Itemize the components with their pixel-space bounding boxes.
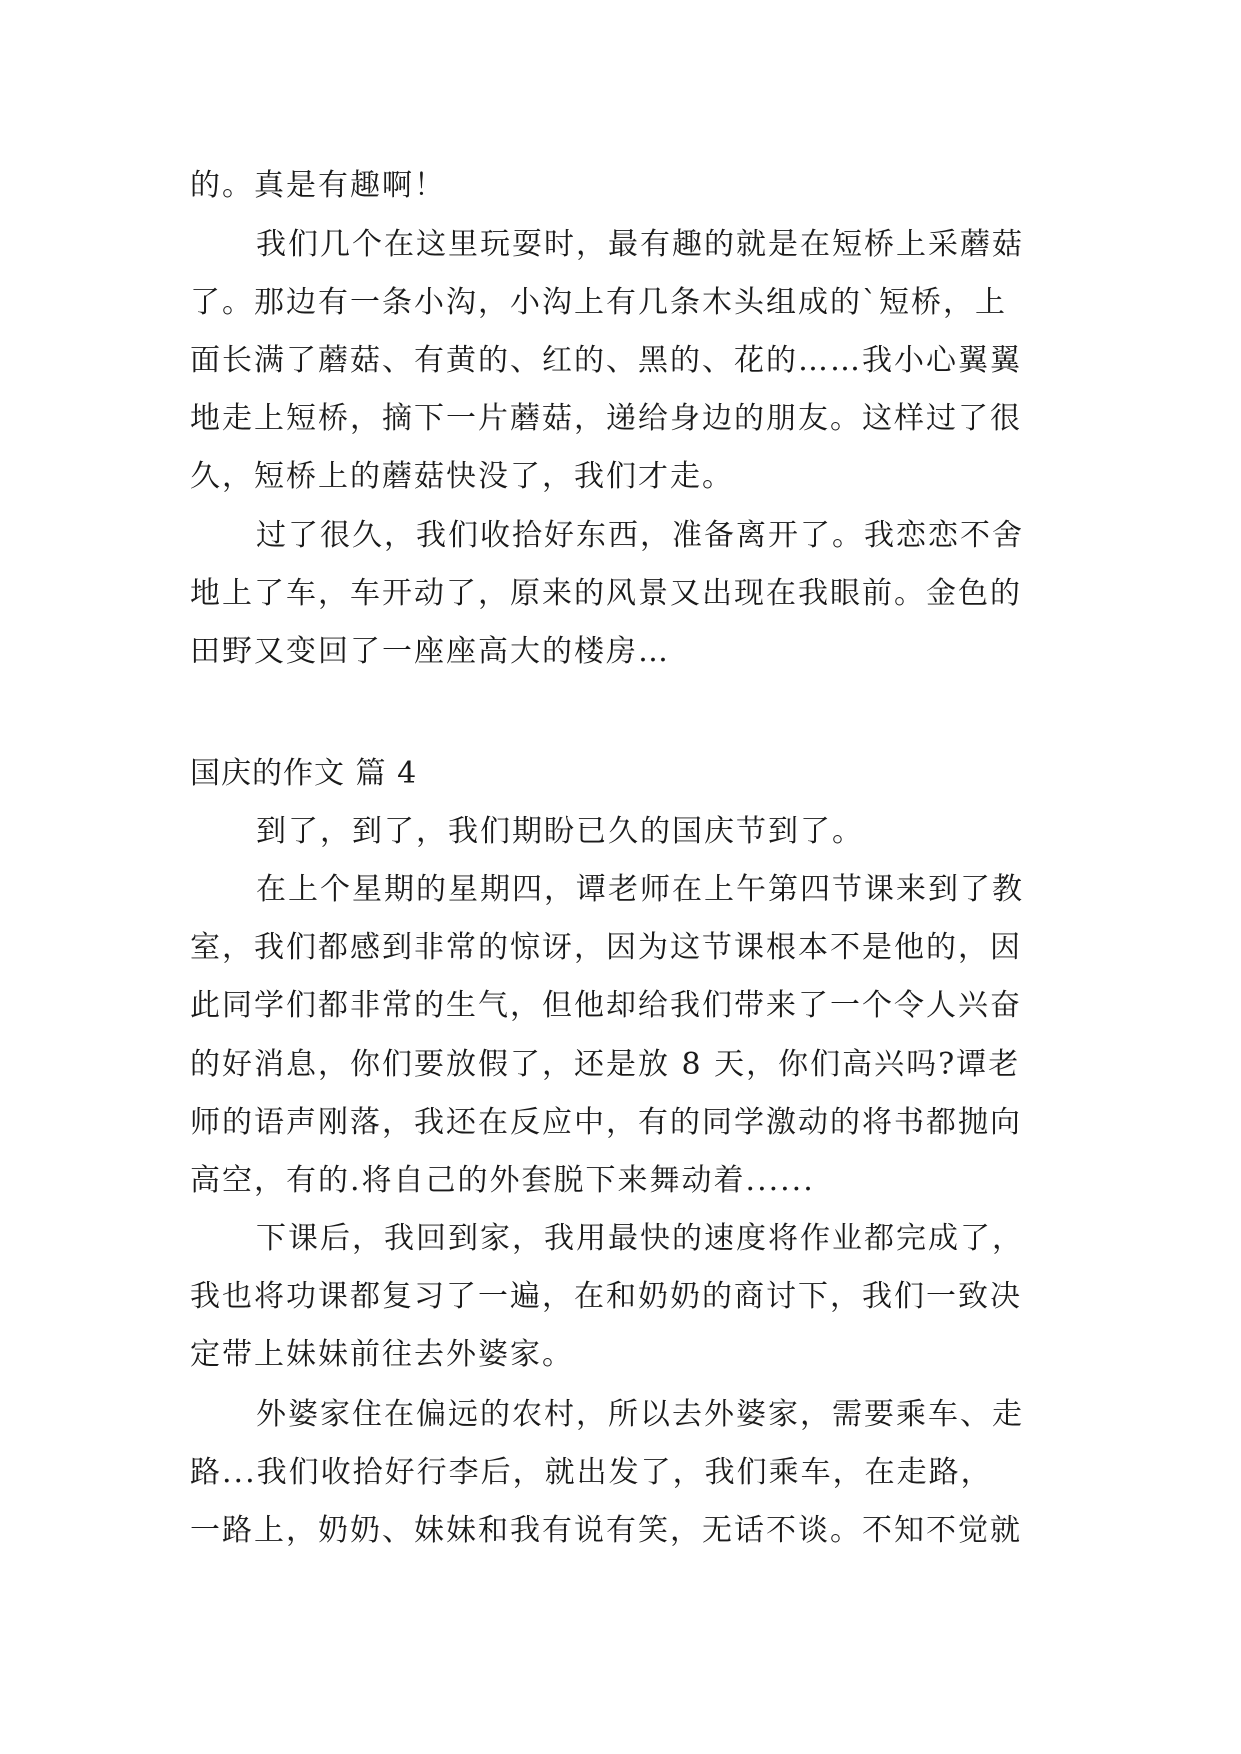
paragraph-line: 了。那边有一条小沟，小沟上有几条木头组成的`短桥，上 [190,285,1007,320]
paragraph-line: 我也将功课都复习了一遍，在和奶奶的商讨下，我们一致决 [190,1279,1022,1314]
paragraph-line: 田野又变回了一座座高大的楼房… [190,634,670,669]
paragraph-line: 外婆家住在偏远的农村，所以去外婆家，需要乘车、走 [256,1397,1024,1432]
paragraph-line: 室，我们都感到非常的惊讶，因为这节课根本不是他的，因 [190,930,1022,965]
paragraph-line: 地上了车，车开动了，原来的风景又出现在我眼前。金色的 [190,576,1022,611]
paragraph-line: 此同学们都非常的生气，但他却给我们带来了一个令人兴奋 [190,988,1022,1023]
paragraph-line: 我们几个在这里玩耍时，最有趣的就是在短桥上采蘑菇 [256,227,1024,262]
paragraph-line: 久，短桥上的蘑菇快没了，我们才走。 [190,459,734,494]
essay-heading: 国庆的作文 篇 4 [190,756,418,791]
paragraph-line: 师的语声刚落，我还在反应中，有的同学激动的将书都抛向 [190,1105,1022,1140]
paragraph-line: 到了，到了，我们期盼已久的国庆节到了。 [256,814,864,849]
paragraph-line: 一路上，奶奶、妹妹和我有说有笑，无话不谈。不知不觉就 [190,1513,1022,1548]
paragraph-line: 在上个星期的星期四，谭老师在上午第四节课来到了教 [256,872,1024,907]
paragraph-line: 过了很久，我们收拾好东西，准备离开了。我恋恋不舍 [256,518,1024,553]
paragraph-line: 路...我们收拾好行李后，就出发了，我们乘车，在走路， [190,1455,993,1490]
paragraph-line: 面长满了蘑菇、有黄的、红的、黑的、花的……我小心翼翼 [190,343,1022,378]
paragraph-line: 定带上妹妹前往去外婆家。 [190,1337,574,1372]
paragraph-line: 下课后，我回到家，我用最快的速度将作业都完成了， [256,1221,1024,1256]
paragraph-line: 地走上短桥，摘下一片蘑菇，递给身边的朋友。这样过了很 [190,401,1022,436]
paragraph-line: 的好消息，你们要放假了，还是放 8 天，你们高兴吗?谭老 [190,1047,1021,1082]
paragraph-line: 高空，有的.将自己的外套脱下来舞动着...... [190,1163,815,1198]
paragraph-line: 的。真是有趣啊！ [190,168,446,203]
